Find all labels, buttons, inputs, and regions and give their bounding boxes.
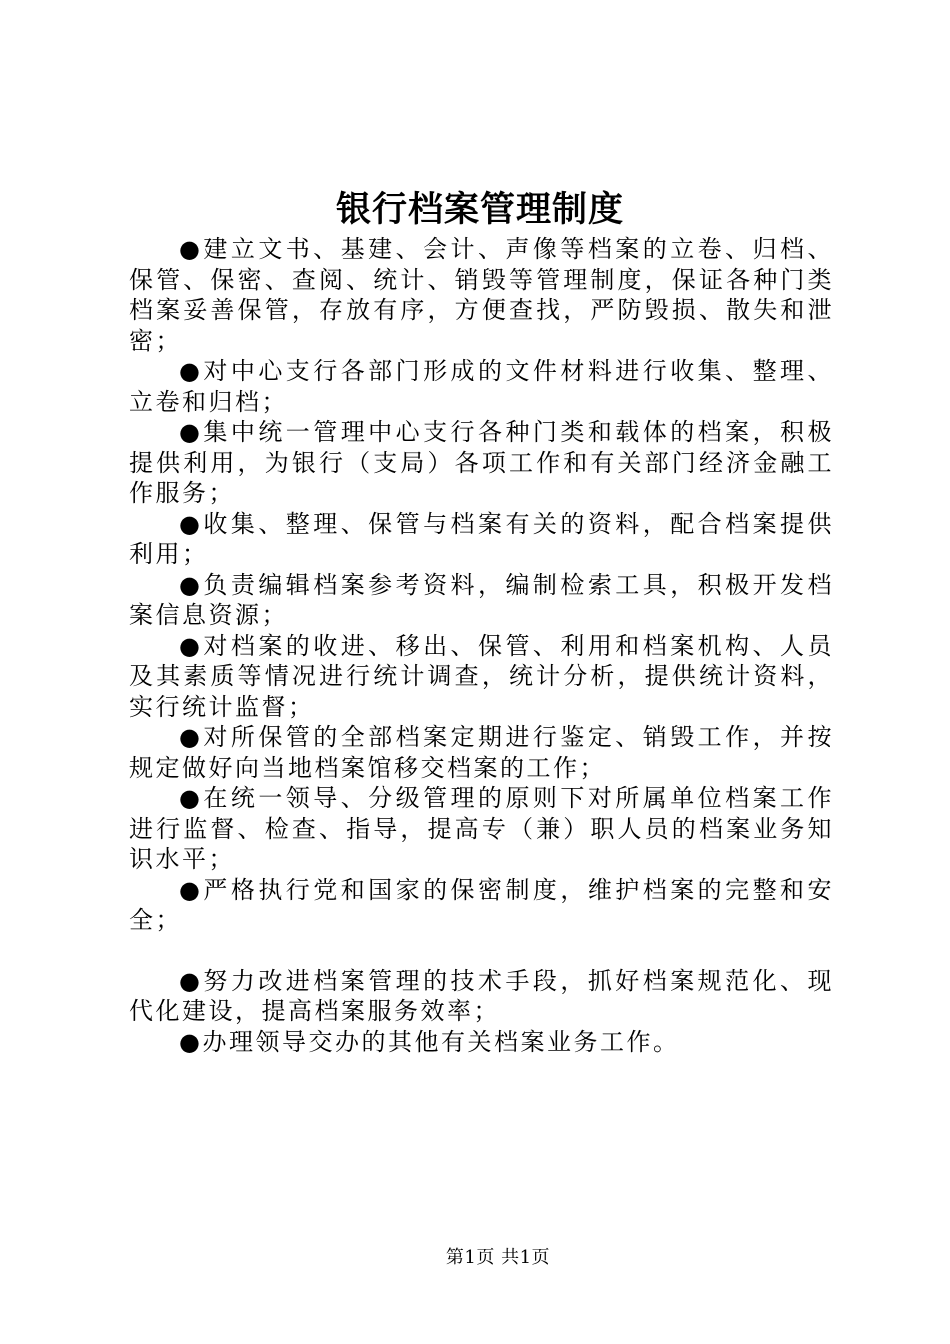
list-item: ●努力改进档案管理的技术手段，抓好档案规范化、现代化建设，提高档案服务效率；	[129, 966, 834, 1025]
list-item: ●对所保管的全部档案定期进行鉴定、销毁工作，并按规定做好向当地档案馆移交档案的工作；	[129, 723, 834, 782]
list-item: ●办理领导交办的其他有关档案业务工作。	[179, 1027, 680, 1056]
document-title: 银行档案管理制度	[335, 189, 624, 230]
list-item: ●集中统一管理中心支行各种门类和载体的档案，积极提供利用，为银行（支局）各项工作和有关部门经济金融工作服务；	[129, 418, 834, 507]
list-item: ●对中心支行各部门形成的文件材料进行收集、整理、立卷和归档；	[129, 357, 834, 416]
list-item: ●建立文书、基建、会计、声像等档案的立卷、归档、保管、保密、查阅、统计、销毁等管理制度，保证各种门类档案妥善保管，存放有序，方便查找，严防毁损、散失和泄密；	[129, 235, 834, 355]
document-body	[129, 234, 834, 1057]
page-footer: 第1页 共1页	[445, 1247, 551, 1268]
list-item: ●收集、整理、保管与档案有关的资料，配合档案提供利用；	[129, 509, 834, 568]
list-item: ●在统一领导、分级管理的原则下对所属单位档案工作进行监督、检查、指导，提高专（兼）职人员的档案业务知识水平；	[129, 784, 834, 873]
list-item: ●负责编辑档案参考资料，编制检索工具，积极开发档案信息资源；	[129, 570, 834, 629]
list-item: ●对档案的收进、移出、保管、利用和档案机构、人员及其素质等情况进行统计调查，统计分析，提供统计资料，实行统计监督；	[129, 631, 834, 721]
list-item: ●严格执行党和国家的保密制度，维护档案的完整和安全；	[129, 875, 834, 934]
